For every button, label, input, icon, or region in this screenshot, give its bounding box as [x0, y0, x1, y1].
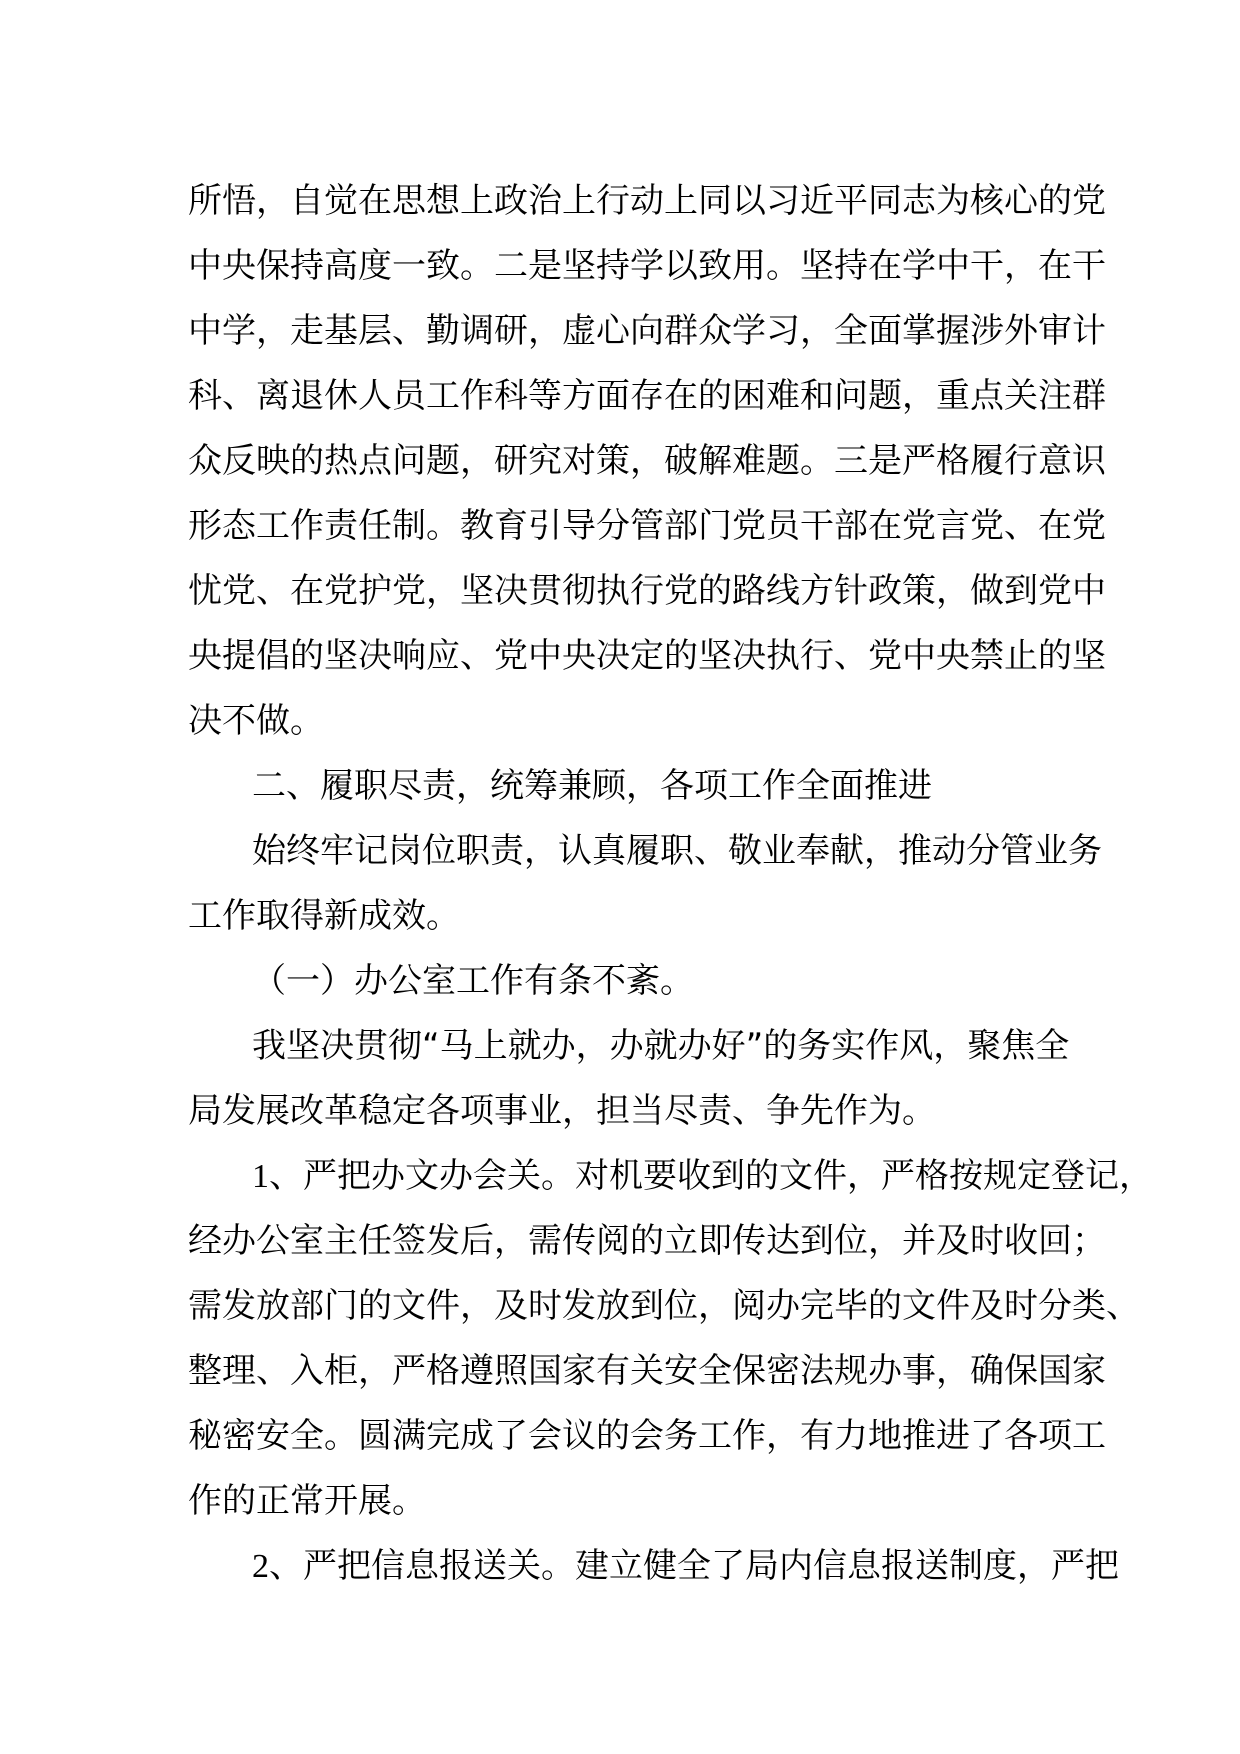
text-line: 我坚决贯彻“马上就办，办就办好”的务实作风，聚焦全 [252, 1026, 1070, 1066]
text-line: 中学，走基层、勤调研，虚心向群众学习，全面掌握涉外审计 [188, 311, 1106, 351]
numbered-item-2 [188, 1534, 1119, 1599]
text-line: 需发放部门的文件，及时发放到位，阅办完毕的文件及时分类、 [188, 1286, 1140, 1326]
document-body [188, 169, 1153, 1599]
item-text: 、严把办文办会关。对机要收到的文件，严格按规定登记， [269, 1156, 1153, 1196]
text-line: 忧党、在党护党，坚决贯彻执行党的路线方针政策，做到党中 [188, 571, 1106, 611]
text-line: 众反映的热点问题，研究对策，破解难题。三是严格履行意识 [188, 441, 1106, 481]
subsection-heading: （一）办公室工作有条不紊。 [252, 961, 694, 1001]
text-line: 工作取得新成效。 [188, 896, 460, 936]
numbered-item-1 [188, 1144, 1153, 1209]
text-line: 所悟，自觉在思想上政治上行动上同以习近平同志为核心的党 [188, 181, 1106, 221]
text-line: 经办公室主任签发后，需传阅的立即传达到位，并及时收回； [188, 1221, 1106, 1261]
text-line: 始终牢记岗位职责，认真履职、敬业奉献，推动分管业务 [252, 831, 1102, 871]
section-heading: 二、履职尽责，统筹兼顾，各项工作全面推进 [252, 766, 932, 806]
text-line: 央提倡的坚决响应、党中央决定的坚决执行、党中央禁止的坚 [188, 636, 1106, 676]
text-line: 局发展改革稳定各项事业，担当尽责、争先作为。 [188, 1091, 936, 1131]
text-line: 整理、入柜，严格遵照国家有关安全保密法规办事，确保国家 [188, 1351, 1106, 1391]
text-line: 秘密安全。圆满完成了会议的会务工作，有力地推进了各项工 [188, 1416, 1106, 1456]
item-number: 2 [252, 1548, 269, 1585]
item-number: 1 [252, 1158, 269, 1195]
text-line: 科、离退休人员工作科等方面存在的困难和问题，重点关注群 [188, 376, 1106, 416]
text-line: 作的正常开展。 [188, 1481, 426, 1521]
text-line: 形态工作责任制。教育引导分管部门党员干部在党言党、在党 [188, 506, 1106, 546]
item-text: 、严把信息报送关。建立健全了局内信息报送制度，严把 [269, 1546, 1119, 1586]
text-line: 中央保持高度一致。二是坚持学以致用。坚持在学中干，在干 [188, 246, 1106, 286]
text-line: 决不做。 [188, 701, 324, 741]
